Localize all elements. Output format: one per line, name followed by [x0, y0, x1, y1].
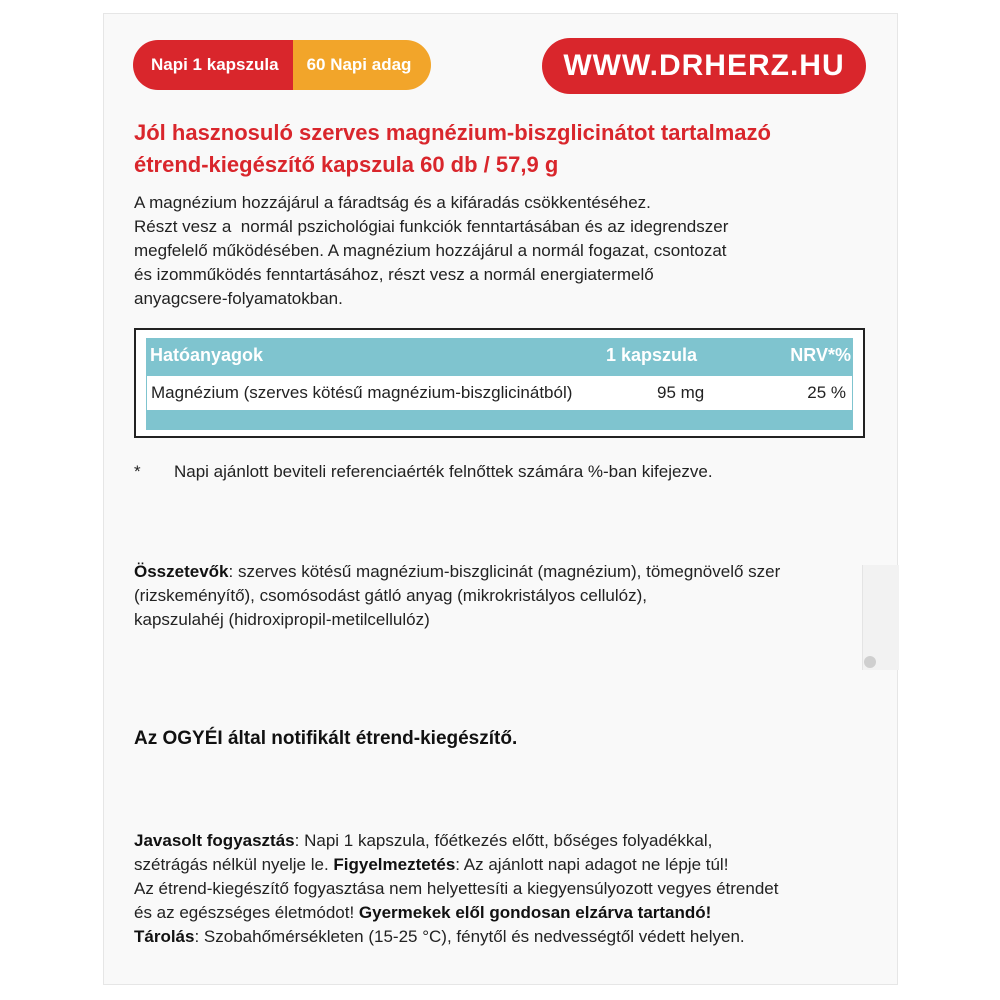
intro-line: és izomműködés fenntartásához, részt vesz a normál energiatermelő — [134, 265, 654, 284]
cell-nrv: 25 % — [807, 383, 846, 402]
table-footer-band — [146, 410, 853, 430]
warning-text: : Az ajánlott napi adagot ne lépje túl! — [455, 855, 729, 874]
lifestyle-text: és az egészséges életmódot! — [134, 903, 359, 922]
table-header-row — [146, 338, 853, 376]
product-title — [134, 117, 874, 181]
ingredients-label: Összetevők — [134, 562, 229, 581]
table-row — [146, 376, 853, 410]
ingredients-text: : szerves kötésű magnézium-biszglicinát (magnézium), tömegnövelő szer — [228, 562, 781, 581]
header-per-capsule: 1 kapszula — [606, 345, 698, 365]
usage-section — [134, 829, 854, 949]
servings-badge: 60 Napi adag — [293, 40, 432, 90]
side-dot — [864, 656, 876, 668]
intro-line: anyagcsere-folyamatokban. — [134, 289, 343, 308]
ingredients-line: (rizskeményítő), csomósodást gátló anyag (mikrokristályos cellulóz), — [134, 586, 648, 605]
notification-statement: Az OGYÉI által notifikált étrend-kiegészítő. — [134, 728, 518, 749]
ingredients-section — [134, 560, 854, 632]
website-badge: WWW.DRHERZ.HU — [542, 38, 866, 94]
daily-dose-badge: Napi 1 kapszula — [133, 40, 293, 90]
intro-line: Részt vesz a normál pszichológiai funkciók fenntartásában és az idegrendszer — [134, 217, 729, 236]
intro-line: megfelelő működésében. A magnézium hozzájárul a normál fogazat, csontozat — [134, 241, 727, 260]
intro-line: A magnézium hozzájárul a fáradtság és a kifáradás csökkentéséhez. — [134, 193, 651, 212]
title-line-1: Jól hasznosuló szerves magnézium-biszglicinátot tartalmazó — [134, 120, 771, 145]
ingredients-line: kapszulahéj (hidroxipropil-metilcellulóz) — [134, 610, 430, 629]
header-active-ingredients: Hatóanyagok — [150, 345, 264, 365]
storage-text: : Szobahőmérsékleten (15-25 °C), fénytől és nedvességtől védett helyen. — [194, 927, 745, 946]
diet-statement: Az étrend-kiegészítő fogyasztása nem helyettesíti a kiegyensúlyozott vegyes étrendet — [134, 879, 779, 898]
nutrition-table — [134, 328, 865, 438]
cell-ingredient: Magnézium (szerves kötésű magnézium-biszglicinátból) — [151, 383, 573, 402]
cell-amount: 95 mg — [657, 383, 705, 402]
intro-text — [134, 191, 854, 311]
footnote-text: Napi ajánlott beviteli referenciaérték felnőttek számára %-ban kifejezve. — [174, 462, 713, 481]
footnote-marker: * — [134, 462, 141, 481]
storage-label: Tárolás — [134, 927, 195, 946]
swallow-text: szétrágás nélkül nyelje le. — [134, 855, 334, 874]
header-nrv: NRV*% — [790, 345, 851, 365]
dose-badge — [133, 40, 431, 90]
title-line-2: étrend-kiegészítő kapszula 60 db / 57,9 g — [134, 152, 559, 177]
recommended-text: : Napi 1 kapszula, főétkezés előtt, bőséges folyadékkal, — [294, 831, 713, 850]
warning-label: Figyelmeztetés — [333, 855, 456, 874]
side-tab — [862, 565, 899, 670]
children-warning: Gyermekek elől gondosan elzárva tartandó! — [358, 903, 712, 922]
recommended-label: Javasolt fogyasztás — [134, 831, 295, 850]
